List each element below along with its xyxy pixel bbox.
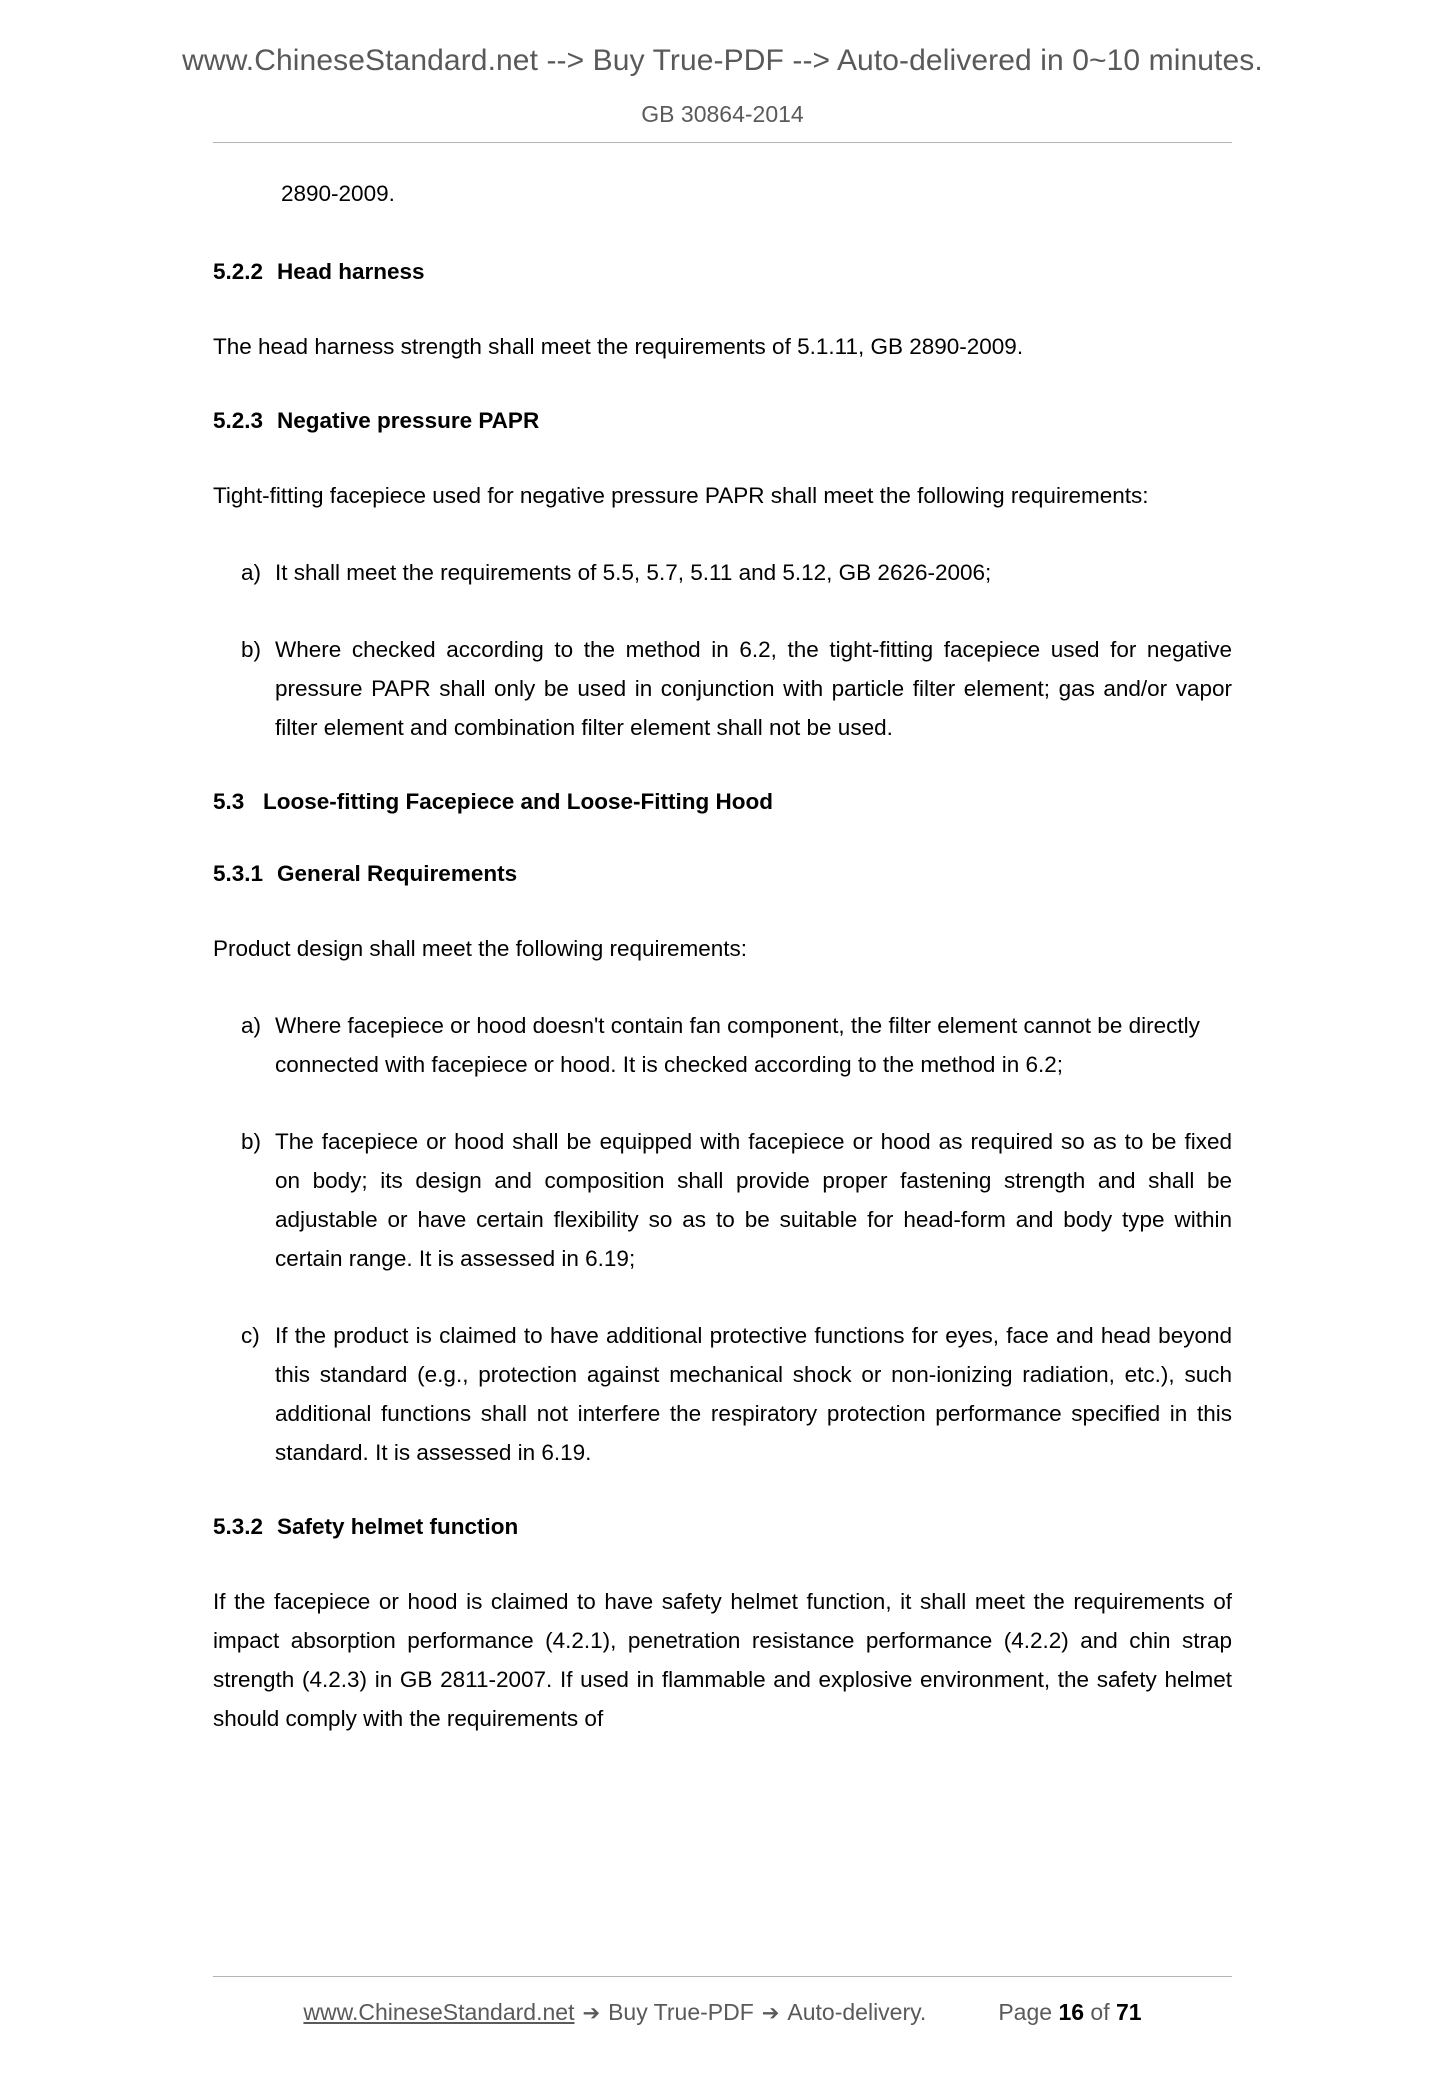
list-text: It shall meet the requirements of 5.5, 5.7, 5.11 and 5.12, GB 2626-2006; — [275, 560, 992, 585]
list-marker: b) — [241, 1129, 262, 1154]
heading-5-3-2 — [213, 1510, 1232, 1544]
list-text: Where checked according to the method in 6.2, the tight-fitting facepiece used for negative pressure PAPR shall only be used in conjunction with particle filter element; gas and/or vapor filter element and combination filter element shall not be used. — [275, 637, 1232, 740]
page-label: Page — [998, 1999, 1053, 2025]
list-item-5-2-3-a — [213, 553, 1232, 592]
page-number: 16 — [1058, 1999, 1085, 2025]
list-text: The facepiece or hood shall be equipped with facepiece or hood as required so as to be fixed on body; its design and composition shall provide proper fastening strength and shall be adjustable or have certain flexibility so as to be suitable for head-form and body type within certain range. It is assessed in 6.19; — [275, 1129, 1232, 1271]
page-total: 71 — [1116, 1999, 1142, 2025]
paragraph-5-3-1: Product design shall meet the following requirements: — [213, 936, 748, 961]
footer-buy-label: Buy True-PDF — [608, 1999, 754, 2025]
list-marker: b) — [241, 637, 262, 662]
list-text: Where facepiece or hood doesn't contain fan component, the filter element cannot be directly connected with facepiece or hood. It is checked according to the method in 6.2; — [275, 1013, 1200, 1077]
continued-reference: 2890-2009. — [281, 181, 395, 206]
heading-5-2-2-number: 5.2.2 — [213, 259, 264, 284]
header-standard-number: GB 30864-2014 — [641, 101, 804, 127]
heading-5-3-2-number: 5.3.2 — [213, 1514, 264, 1539]
arrow-right-icon: ➔ — [582, 2001, 601, 2025]
paragraph-5-3-2: If the facepiece or hood is claimed to have safety helmet function, it shall meet the requirements of impact absorption performance (4.2.1), penetration resistance performance (4.2.2) and chin strap strength (4.2.3) in GB 2811-2007. If used in flammable and explosive environment, the safety helmet should comply with the requirements of — [213, 1589, 1232, 1731]
heading-5-2-3-title: Negative pressure PAPR — [277, 408, 540, 433]
page-of-label: of — [1090, 1999, 1110, 2025]
paragraph-5-2-2: The head harness strength shall meet the requirements of 5.1.11, GB 2890-2009. — [213, 334, 1024, 359]
list-item-5-3-1-a — [213, 1006, 1232, 1084]
heading-5-3-1 — [213, 857, 1232, 891]
heading-5-3-1-number: 5.3.1 — [213, 861, 264, 886]
heading-5-2-3 — [213, 404, 1232, 438]
heading-5-3-2-title: Safety helmet function — [277, 1514, 519, 1539]
footer-divider — [213, 1976, 1232, 1977]
list-marker: a) — [241, 560, 262, 585]
page-indicator — [998, 1999, 1141, 2026]
paragraph-5-2-3: Tight-fitting facepiece used for negative pressure PAPR shall meet the following requirements: — [213, 483, 1149, 508]
heading-5-2-3-number: 5.2.3 — [213, 408, 264, 433]
heading-5-3 — [213, 785, 1232, 819]
heading-5-3-1-title: General Requirements — [277, 861, 518, 886]
document-content — [213, 143, 1232, 1738]
document-page — [0, 44, 1445, 2088]
list-marker: c) — [241, 1323, 260, 1348]
arrow-right-icon: ➔ — [761, 2001, 780, 2025]
list-item-5-2-3-b — [213, 630, 1232, 747]
heading-5-2-2-title: Head harness — [277, 259, 425, 284]
list-item-5-3-1-b — [213, 1122, 1232, 1278]
heading-5-3-title: Loose-fitting Facepiece and Loose-Fitting Hood — [263, 789, 773, 814]
header-promo-text: www.ChineseStandard.net --> Buy True-PDF --> Auto-delivered in 0~10 minutes. — [182, 44, 1263, 77]
page-footer — [213, 1976, 1232, 2026]
list-item-5-3-1-c — [213, 1316, 1232, 1472]
footer-site-link[interactable]: www.ChineseStandard.net — [303, 1999, 575, 2025]
footer-delivery-label: Auto-delivery. — [787, 1999, 927, 2025]
list-text: If the product is claimed to have additional protective functions for eyes, face and head beyond this standard (e.g., protection against mechanical shock or non-ionizing radiation, etc.), such additional functions shall not interfere the respiratory protection performance specified in this standard. It is assessed in 6.19. — [275, 1323, 1232, 1465]
list-marker: a) — [241, 1013, 262, 1038]
heading-5-2-2 — [213, 255, 1232, 289]
heading-5-3-number: 5.3 — [213, 789, 245, 814]
